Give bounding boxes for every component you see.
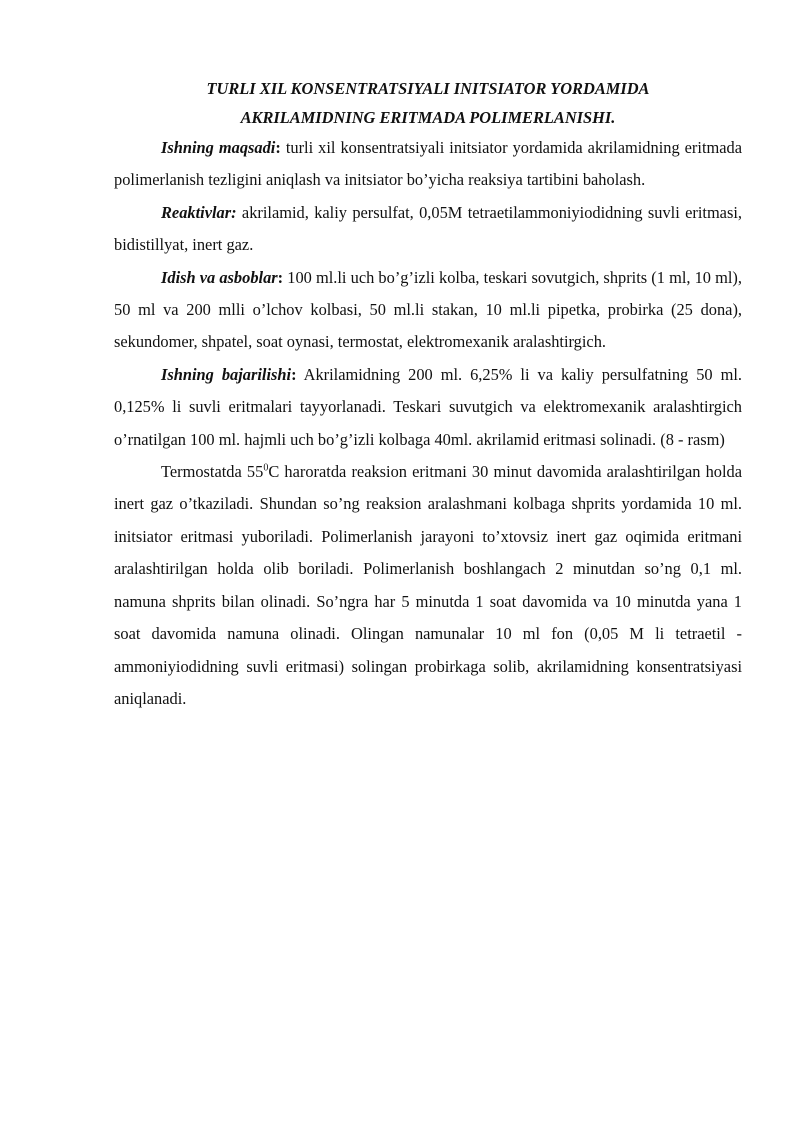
procedure-paragraph [114,359,742,456]
aim-label: Ishning maqsadi [161,138,276,157]
reagents-text: akrilamid, kaliy persulfat, 0,05M tetraetilammoniyiodidning suvli eritmasi, bidistillyat, inert gaz. [114,202,742,255]
procedure-separator: : [291,364,297,384]
aim-paragraph [114,132,742,197]
procedure-text: Akrilamidning 200 ml. 6,25% li va kaliy persulfatning 50 ml. 0,125% li suvli eritmalari tayyorlanadi. Teskari suvutgich va elektromexanik aralashtirgich o’rnatilgan 100 ml. hajmli uch bo’g’izli kolbaga 40ml. akrilamid eritmasi solinadi. (8 - rasm) [114,364,742,449]
equipment-label: Idish va asboblar [161,267,278,287]
equipment-text: 100 ml.li uch bo’g’izli kolba, teskari sovutgich, shprits (1 ml, 10 ml), 50 ml va 200 mlli o’lchov kolbasi, 50 ml.li stakan, 10 ml.li pipetka, probirka (25 dona), sekundomer, shpatel, soat oynasi, termostat, elektromexanik aralashtirgich. [114,267,742,352]
aim-text: turli xil konsentratsiyali initsiator yordamida akrilamidning eritmada polimerlanish tezligini aniqlash va initsiator bo’yicha reaksiya tartibini baholash. [114,138,742,190]
aim-separator: : [275,138,281,157]
procedure-label: Ishning bajarilishi [161,364,292,384]
degree-superscript: 0 [263,462,269,474]
thermostat-paragraph [114,456,742,715]
document-page [114,74,742,715]
document-title [114,74,742,132]
reagents-paragraph [114,197,742,262]
equipment-paragraph [114,262,742,359]
reagents-label: Reaktivlar: [161,202,237,222]
title-line-2: AKRILAMIDNING ERITMADA POLIMERLANISHI. [240,108,616,127]
title-line-1: TURLI XIL KONSENTRATSIYALI INITSIATOR YORDAMIDA [206,79,650,98]
thermostat-text-after: C haroratda reaksion eritmani 30 minut davomida aralashtirilgan holda inert gaz o’tkaziladi. Shundan so’ng reaksion aralashmani kolbaga shprits yordamida 10 ml. initsiator eritmasi yuboriladi. Polimerlanish jarayoni to’xtovsiz inert gaz oqimida eritmani aralashtirilgan holda olib boriladi. Polimerlanish boshlangach 2 minutdan so’ng 0,1 ml. namuna shprits bilan olinadi. So’ngra har 5 minutda 1 soat davomida va 10 minutda yana 1 soat davomida namuna olinadi. Olingan namunalar 10 ml fon (0,05 M li tetraetil - ammoniyiodidning suvli eritmasi) solingan probirkaga solib, akrilamidning konsentratsiyasi aniqlanadi. [114,462,742,708]
thermostat-text-before: Termostatda 55 [161,462,264,482]
equipment-separator: : [277,267,284,287]
